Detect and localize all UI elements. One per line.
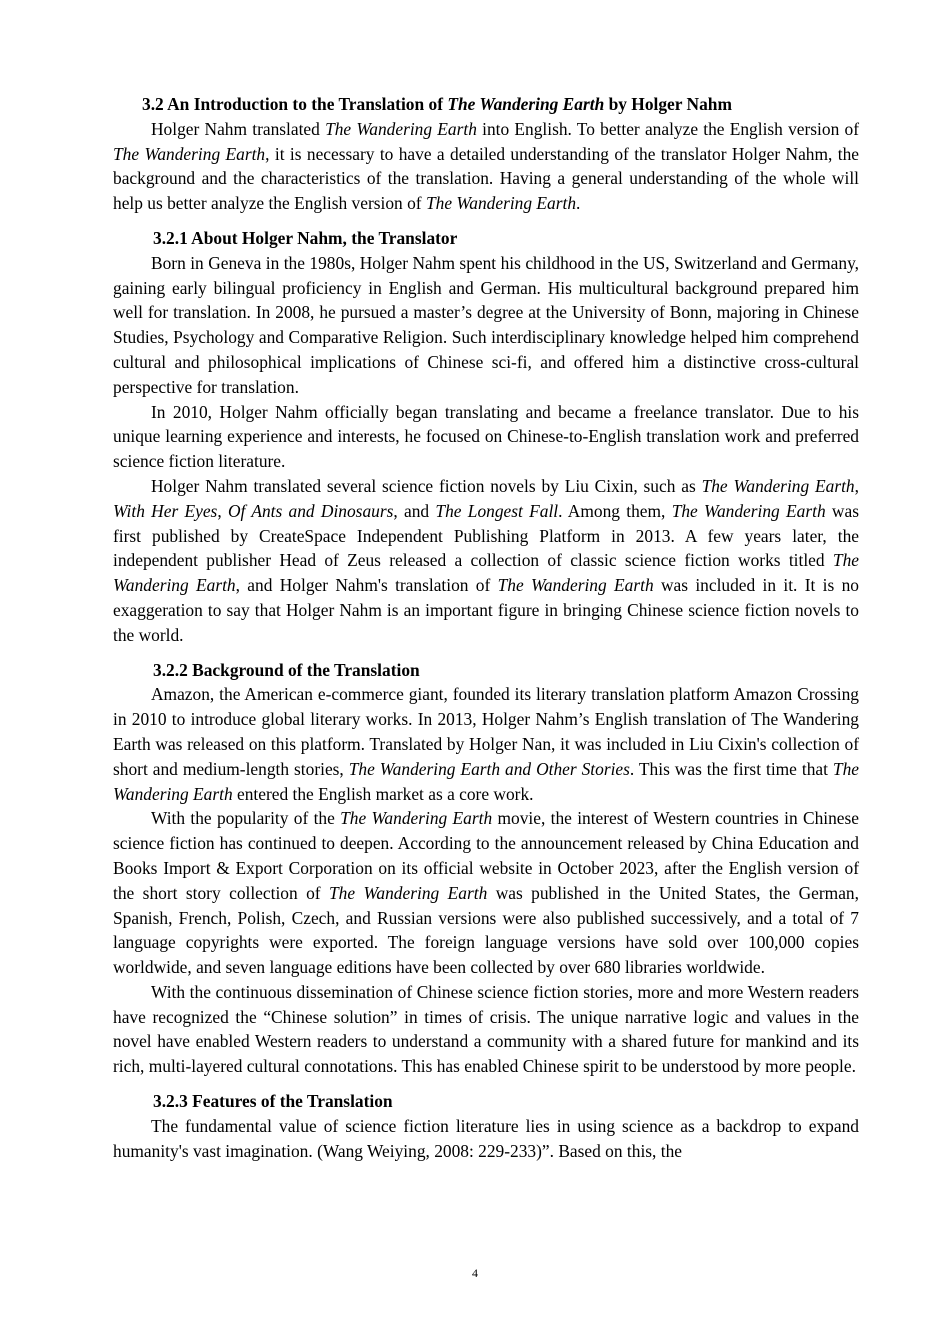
italic-title-run: The Wandering Earth [425, 193, 577, 214]
text-run: Holger Nahm translated [151, 118, 326, 139]
section-heading-title: The Wandering Earth [447, 94, 605, 114]
italic-title-run: The Wandering Earth [701, 475, 855, 496]
text-run: The fundamental value of science fiction literature lies in using science as a backdrop to expand humanity's vast imagination. (Wang Weiying, 2008: 229-233)”. Based on this, the [113, 1115, 859, 1161]
body-paragraph [113, 682, 859, 806]
text-run: Born in Geneva in the 1980s, Holger Nahm spent his childhood in the US, Switzerland and Germany, gaining early bilingual proficiency in English and German. His multicultural background prepared him well for translation. In 2008, he pursued a master’s degree at the University of Bonn, majoring in Chinese Studies, Psychology and Comparative Religion. Such interdisciplinary knowledge helped him comprehend cultural and philosophical implications of Chinese sci-fi, and offered him a distinctive cross-cultural perspective for translation. [113, 252, 859, 397]
italic-title-run: Of Ants and Dinosaurs [227, 500, 394, 521]
text-run: Holger Nahm translated several science fiction novels by Liu Cixin, such as [151, 475, 702, 496]
body-paragraph [113, 806, 859, 980]
italic-title-run: The Wandering Earth [329, 882, 488, 903]
subsection-heading-features: 3.2.3 Features of the Translation [153, 1091, 393, 1112]
text-run: was first published by CreateSpace Independent Publishing Platform in 2013. A few years later, the independent publisher Head of Zeus released a collection of classic science fiction works titled [113, 500, 859, 571]
section-heading-suffix: by Holger Nahm [604, 94, 732, 114]
text-run: was included in it. It is no exaggeration to say that Holger Nahm is an important figure in bringing Chinese science fiction novels to the world. [113, 575, 859, 645]
text-run: was published in the United States, the German, Spanish, French, Polish, Czech, and Russian versions were also published successively, and a total of 7 language copyrights were exported. The foreign language versions have sold over 100,000 copies worldwide, and seven language editions have been collected by over 680 libraries worldwide. [113, 882, 859, 978]
italic-title-run: The Wandering Earth [113, 550, 859, 596]
text-run: entered the English market as a core work. [232, 783, 534, 804]
italic-title-run: The Wandering Earth and Other Stories [348, 758, 630, 779]
italic-title-run: The Longest Fall [435, 500, 559, 521]
body-paragraph [113, 474, 859, 648]
text-run: . Among them, [558, 500, 672, 521]
italic-title-run: The Wandering Earth [113, 143, 266, 164]
body-paragraph [113, 117, 859, 216]
body-paragraph [113, 1114, 859, 1164]
italic-title-run: The Wandering Earth [671, 500, 826, 521]
page-number: 4 [472, 1266, 478, 1280]
italic-title-run: The Wandering Earth [497, 575, 654, 596]
italic-title-run: The Wandering Earth [113, 758, 859, 804]
text-run: In 2010, Holger Nahm officially began translating and became a freelance translator. Due to his unique learning experience and interests, he focused on Chinese-to-English translation work and preferred science fiction literature. [113, 401, 859, 472]
text-run: , and [393, 500, 436, 521]
text-run: into English. To better analyze the English version of [476, 118, 859, 139]
section-heading [113, 92, 859, 117]
italic-title-run: The Wandering Earth [325, 118, 477, 139]
text-run: With the continuous dissemination of Chinese science fiction stories, more and more Western readers have recognized the “Chinese solution” in times of crisis. The unique narrative logic and values in the novel have enabled Western readers to understand a community with a shared future for mankind and its rich, multi-layered cultural connotations. This has enabled Chinese spirit to be understood by more people. [113, 981, 859, 1077]
text-run: With the popularity of the [151, 808, 341, 829]
text-run: . This was the first time that [629, 758, 833, 779]
text-run: , [854, 475, 859, 496]
subsection-heading-translator: 3.2.1 About Holger Nahm, the Translator [153, 227, 458, 248]
italic-title-run: The Wandering Earth [340, 808, 493, 829]
text-run: , [217, 500, 228, 521]
subsection-heading-background: 3.2.2 Background of the Translation [153, 659, 420, 680]
text-run: , it is necessary to have a detailed understanding of the translator Holger Nahm, the background and the characteristics of the translation. Having a general understanding of the whole will help us better analyze the English version of [113, 143, 859, 214]
body-paragraph [113, 980, 859, 1079]
text-run: Amazon, the American e-commerce giant, founded its literary translation platform Amazon Crossing in 2010 to introduce global literary works. In 2013, Holger Nahm’s English translation of The Wandering Earth was released on this platform. Translated by Holger Nan, it was included in Liu Cixin's collection of short and medium-length stories, [113, 684, 859, 779]
text-run: , and Holger Nahm's translation of [235, 575, 498, 596]
body-paragraph [113, 400, 859, 474]
text-run: . [576, 193, 581, 214]
section-heading-prefix: 3.2 An Introduction to the Translation of [142, 94, 448, 114]
body-paragraph [113, 251, 859, 400]
text-run: movie, the interest of Western countries in Chinese science fiction has continued to deepen. According to the announcement released by China Education and Books Import & Export Corporation on its official website in October 2023, after the English version of the short story collection of [113, 808, 859, 903]
italic-title-run: With Her Eyes [113, 500, 218, 521]
page-content [113, 92, 859, 1163]
